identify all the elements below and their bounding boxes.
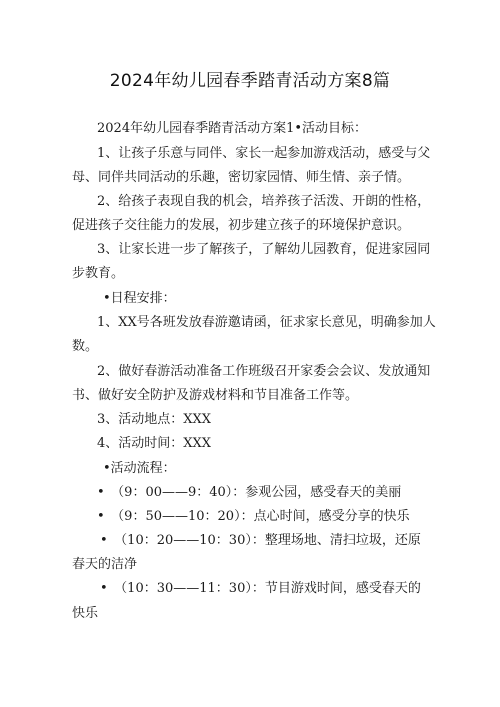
section-heading-schedule: •日程安排：	[103, 291, 176, 306]
paragraph-line: 1、让孩子乐意与同伴、家长一起参加游戏活动，感受与父	[97, 146, 431, 161]
paragraph-line: 2、做好春游活动准备工作班级召开家委会会议、发放通知	[97, 364, 431, 379]
list-item: • （9：00——9：40）：参观公园，感受春天的美丽	[97, 485, 402, 500]
document-title: 2024年幼儿园春季踏青活动方案8篇	[109, 71, 391, 91]
list-item: • （9：50——10：20）：点心时间，感受分享的快乐	[97, 509, 410, 524]
paragraph-line: 书、做好安全防护及游戏材料和节目准备工作等。	[72, 388, 359, 403]
paragraph-line: 母、同伴共同活动的乐趣，密切家园情、师生情、亲子情。	[72, 170, 411, 185]
list-item: • （10：30——11：30）：节目游戏时间，感受春天的	[100, 581, 421, 596]
paragraph-line: 步教育。	[72, 266, 125, 281]
paragraph-line: 4、活动时间：XXX	[97, 436, 212, 451]
paragraph-line: 促进孩子交往能力的发展，初步建立孩子的环境保护意识。	[72, 218, 411, 233]
list-item-continuation: 春天的洁净	[72, 557, 138, 572]
section-heading-flow: •活动流程：	[103, 461, 176, 476]
list-item: • （10：20——10：30）：整理场地、清扫垃圾，还原	[100, 533, 421, 548]
paragraph-line: 3、让家长进一步了解孩子，了解幼儿园教育，促进家园同	[97, 242, 431, 257]
paragraph-line: 数。	[72, 339, 99, 354]
paragraph-line: 2、给孩子表现自我的机会，培养孩子活泼、开朗的性格，	[97, 194, 431, 209]
paragraph-line: 1、XX号各班发放春游邀请函，征求家长意见，明确参加人	[97, 315, 436, 330]
list-item-continuation: 快乐	[72, 606, 99, 621]
paragraph-line: 3、活动地点：XXX	[97, 412, 212, 427]
section-heading-plan-1: 2024年幼儿园春季踏青活动方案1•活动目标：	[97, 121, 368, 136]
